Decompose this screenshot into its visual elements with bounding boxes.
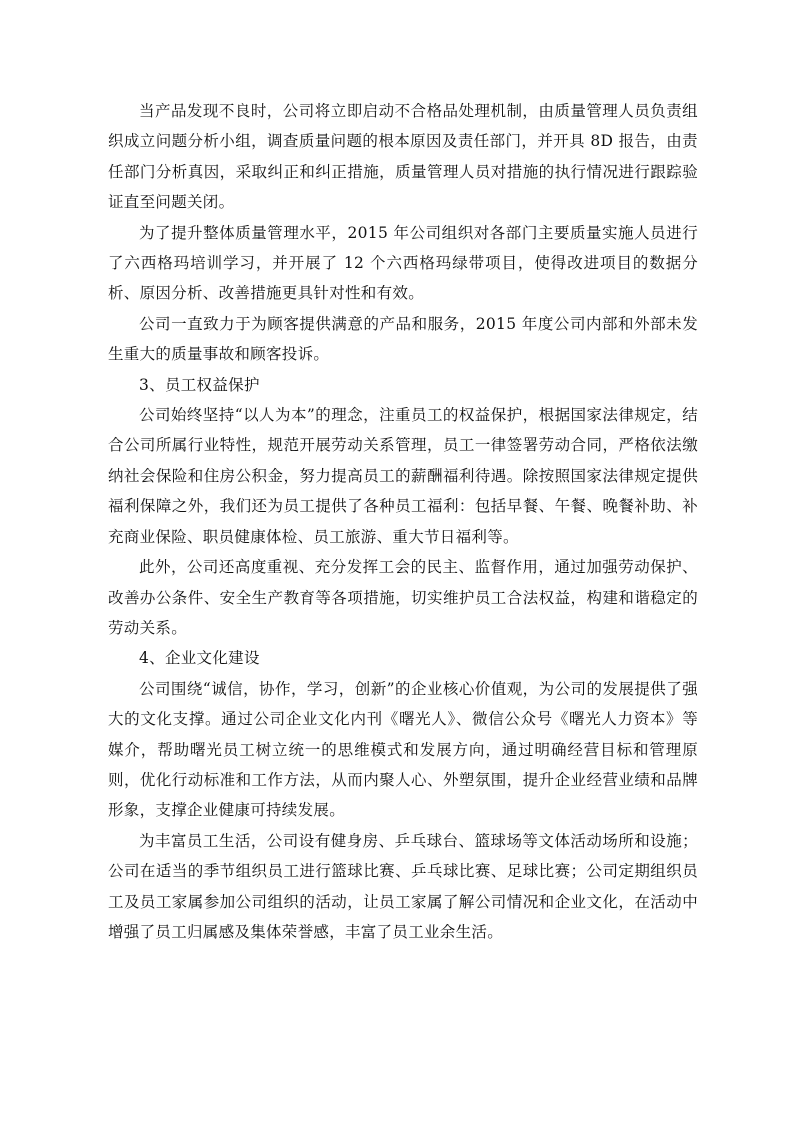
paragraph-employee-activities: 为丰富员工生活，公司设有健身房、乒乓球台、篮球场等文体活动场所和设施；公司在适当的季节组织员工进行篮球比赛、乒乓球比赛、足球比赛；公司定期组织员工及员工家属参加公司组织的活动，让员工家属了解公司情况和企业文化，在活动中增强了员工归属感及集体荣誉感，丰富了员工业余生活。 [108, 831, 698, 941]
paragraph-core-values: 公司围绕“诚信，协作，学习，创新”的企业核心价值观，为公司的发展提供了强大的文化支撑。通过公司企业文化内刊《曙光人》、微信公众号《曙光人力资本》等媒介，帮助曙光员工树立统一的思维模式和发展方向，通过明确经营目标和管理原则，优化行动标准和工作方法，从而内聚人心、外塑氛围，提升企业经营业绩和品牌形象，支撑企业健康可持续发展。 [108, 679, 698, 820]
section-heading-corporate-culture: 4、企业文化建设 [139, 649, 260, 668]
paragraph-six-sigma-training: 为了提升整体质量管理水平，2015 年公司组织对各部门主要质量实施人员进行了六西格玛培训学习，并开展了 12 个六西格玛绿带项目，使得改进项目的数据分析、原因分析、改善措施更具针对性和有效。 [108, 223, 698, 303]
paragraph-customer-satisfaction: 公司一直致力于为顾客提供满意的产品和服务，2015 年度公司内部和外部未发生重大的质量事故和顾客投诉。 [108, 314, 698, 364]
paragraph-labor-union: 此外，公司还高度重视、充分发挥工会的民主、监督作用，通过加强劳动保护、改善办公条件、安全生产教育等各项措施，切实维护员工合法权益，构建和谐稳定的劳动关系。 [108, 558, 698, 637]
paragraph-defect-handling: 当产品发现不良时，公司将立即启动不合格品处理机制，由质量管理人员负责组织成立问题分析小组，调查质量问题的根本原因及责任部门，并开具 8D 报告，由责任部门分析真因，采取纠正和纠正措施，质量管理人员对措施的执行情况进行跟踪验证直至问题关闭。 [108, 102, 698, 212]
document-body [108, 96, 698, 947]
paragraph-employee-rights: 公司始终坚持“以人为本”的理念，注重员工的权益保护，根据国家法律规定，结合公司所属行业特性，规范开展劳动关系管理，员工一律签署劳动合同，严格依法缴纳社会保险和住房公积金，努力提高员工的薪酬福利待遇。除按照国家法律规定提供福利保障之外，我们还为员工提供了各种员工福利：包括早餐、午餐、晚餐补助、补充商业保险、职员健康体检、员工旅游、重大节日福利等。 [108, 406, 698, 546]
section-heading-employee-rights: 3、员工权益保护 [139, 375, 260, 394]
